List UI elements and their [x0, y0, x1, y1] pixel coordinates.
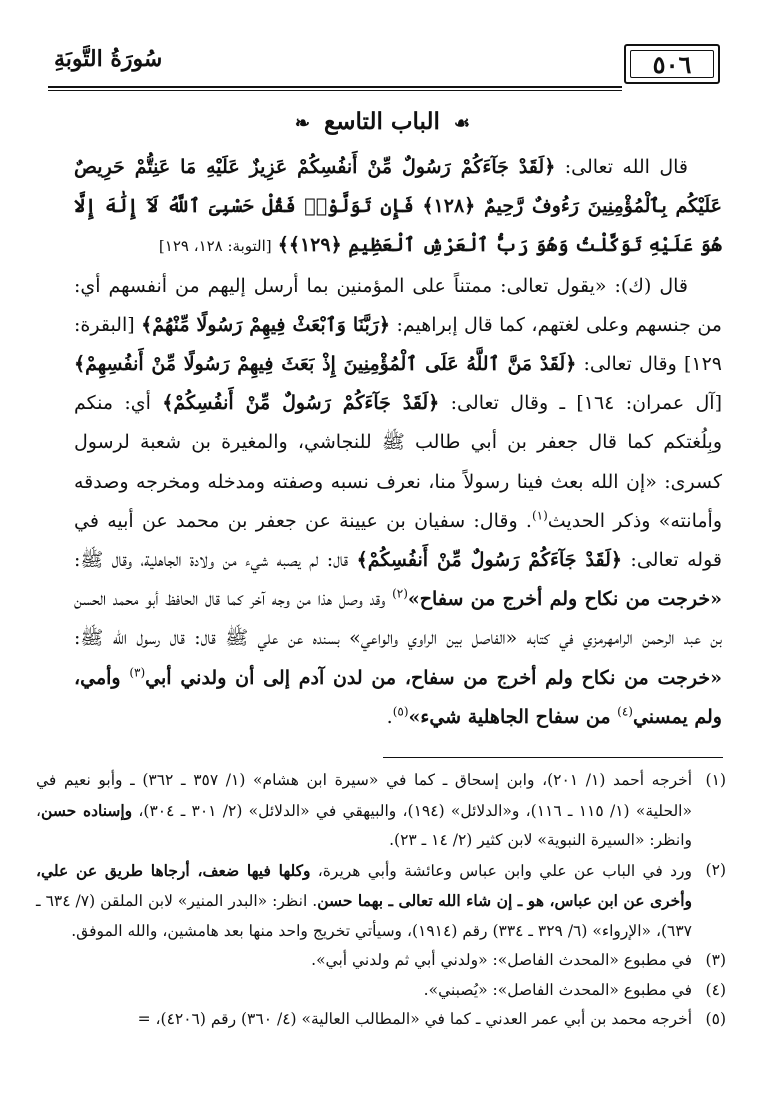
text-segment: قال (ك): «يقول تعالى: ممتناً على المؤمنين بما أرسل إليهم من أنفسهم أي: من جنسهم وعلى لغتهم، كما قال إبراهيم: [74, 274, 722, 336]
main-text [74, 148, 722, 737]
footnote-segment: في مطبوع «المحدث الفاصل»: «يُصبني». [423, 980, 692, 999]
footnote-marker: (٢) [392, 586, 408, 601]
quran-quote: ﴿رَبَّنَا وَٱبْعَثْ فِيهِمْ رَسُولًا مِّنْهُمْ﴾ [141, 313, 391, 336]
footnotes [36, 766, 726, 1035]
footnote-item [36, 1005, 726, 1035]
page-number: ٥٠٦ [652, 49, 692, 79]
footnote-marker: (١) [531, 508, 548, 523]
hadith-quote: وأمي، ولم يمسني [74, 666, 722, 728]
footnote-item [36, 946, 726, 976]
verse-block [74, 148, 722, 267]
footnote-text [36, 766, 692, 856]
footnote-item [36, 976, 726, 1006]
footnote-marker: (٣) [129, 665, 146, 680]
footnote-number: (٥) [705, 1010, 726, 1028]
hadith-quote: «خرجت من نكاح ولم أخرج من سفاح» [407, 588, 722, 611]
chapter-heading [0, 108, 765, 135]
footnote-segment: في مطبوع «المحدث الفاصل»: «ولدني أبي ثم ولدني أبي». [311, 951, 692, 969]
footnote-segment: أخرجه أحمد (١/ ٢٠١)، وابن إسحاق ـ كما في «سيرة ابن هشام» (١/ ٣٥٧ ـ ٣٦٢) ـ وأبو نعيم في «الحلية» (١/ ١١٥ ـ ١١٦)، و«الدلائل» (١٩٤)، والبيهقي في «الدلائل» (٢/ ٣٠١ ـ ٣٠٤)، [36, 771, 693, 820]
footnote-number: (٤) [705, 980, 726, 999]
page-number-box [624, 44, 720, 84]
text-segment: [البقرة: ١٢٩] وقال تعالى: [74, 313, 722, 376]
footnote-segment: ورد في الباب عن علي وابن عباس وعائشة وأبي هريرة، [310, 861, 692, 880]
footnote-text [36, 856, 692, 947]
footnote-marker: (٤) [617, 704, 633, 719]
footnote-number: (١) [705, 771, 726, 789]
footnote-marker: (٥) [392, 704, 409, 719]
quran-quote: ﴿لَقَدْ جَآءَكُمْ رَسُولٌ مِّنْ أَنفُسِكُمْ﴾ [162, 392, 440, 415]
footnote-item [36, 856, 726, 947]
footnote-separator [383, 757, 723, 758]
text-segment: وقد وصل هذا من وجه آخر كما قال الحافظ أبو محمد الحسن بن عبد الرحمن الرامهرمزي في كتابه «الفاصل بين الراوي والواعي» بسنده عن علي ﷺ قال: قال رسول الله ﷺ: [74, 588, 722, 650]
footnote-segment: أخرجه محمد بن أبي عمر العدني ـ كما في «المطالب العالية» (٤/ ٣٦٠) رقم (٤٢٠٦)، = [137, 1010, 692, 1028]
text-segment: [آل عمران: ١٦٤] ـ وقال تعالى: [439, 392, 722, 415]
header-rule-thin [48, 90, 622, 91]
commentary-paragraph [74, 267, 722, 737]
hadith-quote: من سفاح الجاهلية شيء» [408, 705, 618, 728]
footnote-item [36, 766, 726, 856]
text-segment: . وقال: سفيان بن عيينة عن جعفر بن محمد عن أبيه في قوله تعالى: [74, 509, 722, 572]
footnote-bold-segment: وكلها فيها ضعف، أرجاها طريق عن علي، وأخرى عن ابن عباس، هو ـ إن شاء الله تعالى ـ بهما حسن [36, 860, 693, 910]
running-header [48, 40, 720, 92]
footnote-text [36, 1005, 692, 1035]
footnote-text [36, 946, 692, 976]
footnote-number: (٢) [705, 860, 726, 879]
footnote-segment: . انظر: «البدر المنير» لابن الملقن (٧/ ٦٣٤ ـ ٦٣٧)، «الإرواء» (٦/ ٣٢٩ ـ ٣٣٤) رقم (١٩١٤)، وسيأتي تخريج واحد منها بعد هامشين، والله الموفق. [36, 892, 692, 940]
footnote-number: (٣) [705, 951, 726, 969]
quran-verse: ﴿لَقَدْ جَآءَكُمْ رَسُولٌ مِّنْ أَنفُسِكُمْ عَزِيزٌ عَلَيْهِ مَا عَنِتُّمْ حَرِيصٌ عَلَيْكُم بِٱلْمُؤْمِنِينَ رَءُوفٌ رَّحِيمٌ ﴿١٢٨﴾ فَإِن تَوَلَّوْا۟ فَقُلْ حَسْبِىَ ٱللَّهُ لَآ إِلَٰهَ إِلَّا هُوَ عَلَيْهِ تَوَكَّلْتُ وَهُوَ رَبُّ ٱلْعَرْشِ ٱلْعَظِيمِ ﴿١٢٩﴾﴾ [74, 156, 722, 257]
ornament-left-icon: ❧ [294, 113, 311, 134]
verse-reference: [التوبة: ١٢٨، ١٢٩] [158, 237, 272, 256]
quran-quote: ﴿لَقَدْ جَآءَكُمْ رَسُولٌ مِّنْ أَنفُسِكُمْ﴾ [356, 549, 623, 572]
footnote-segment: ، وانظر: «السيرة النبوية» لابن كثير (٢/ ١٤ ـ ٢٣). [36, 801, 692, 849]
header-rule [48, 86, 622, 88]
verse-intro: قال الله تعالى: [555, 156, 689, 178]
chapter-title: الباب التاسع [324, 108, 440, 135]
ornament-right-icon: ☙ [453, 113, 471, 134]
text-segment: أي: منكم وبِلُغتكم كما قال جعفر بن أبي طالب ﷺ للنجاشي، والمغيرة بن شعبة لرسول كسرى: «إن الله بعث فينا رسولاً منا، نعرف نسبه وصفته ومدخله ومخرجه وصدقه وأمانته» وذكر الحديث [74, 392, 722, 532]
footnote-text [36, 976, 692, 1006]
surah-title: سُورَةُ التَّوبَةِ [54, 46, 163, 72]
quran-quote: ﴿لَقَدْ مَنَّ ٱللَّهُ عَلَى ٱلْمُؤْمِنِينَ إِذْ بَعَثَ فِيهِمْ رَسُولًا مِّنْ أَنفُسِهِمْ﴾ [74, 353, 577, 376]
text-segment: قال: لم يصبه شيء من ولادة الجاهلية، وقال ﷺ: [74, 549, 357, 572]
footnote-bold-segment: وإسناده حسن [41, 800, 133, 820]
hadith-quote: «خرجت من نكاح ولم أخرج من سفاح، من لدن آدم إلى أن ولدني أبي [145, 666, 722, 689]
text-segment: . [386, 705, 393, 728]
